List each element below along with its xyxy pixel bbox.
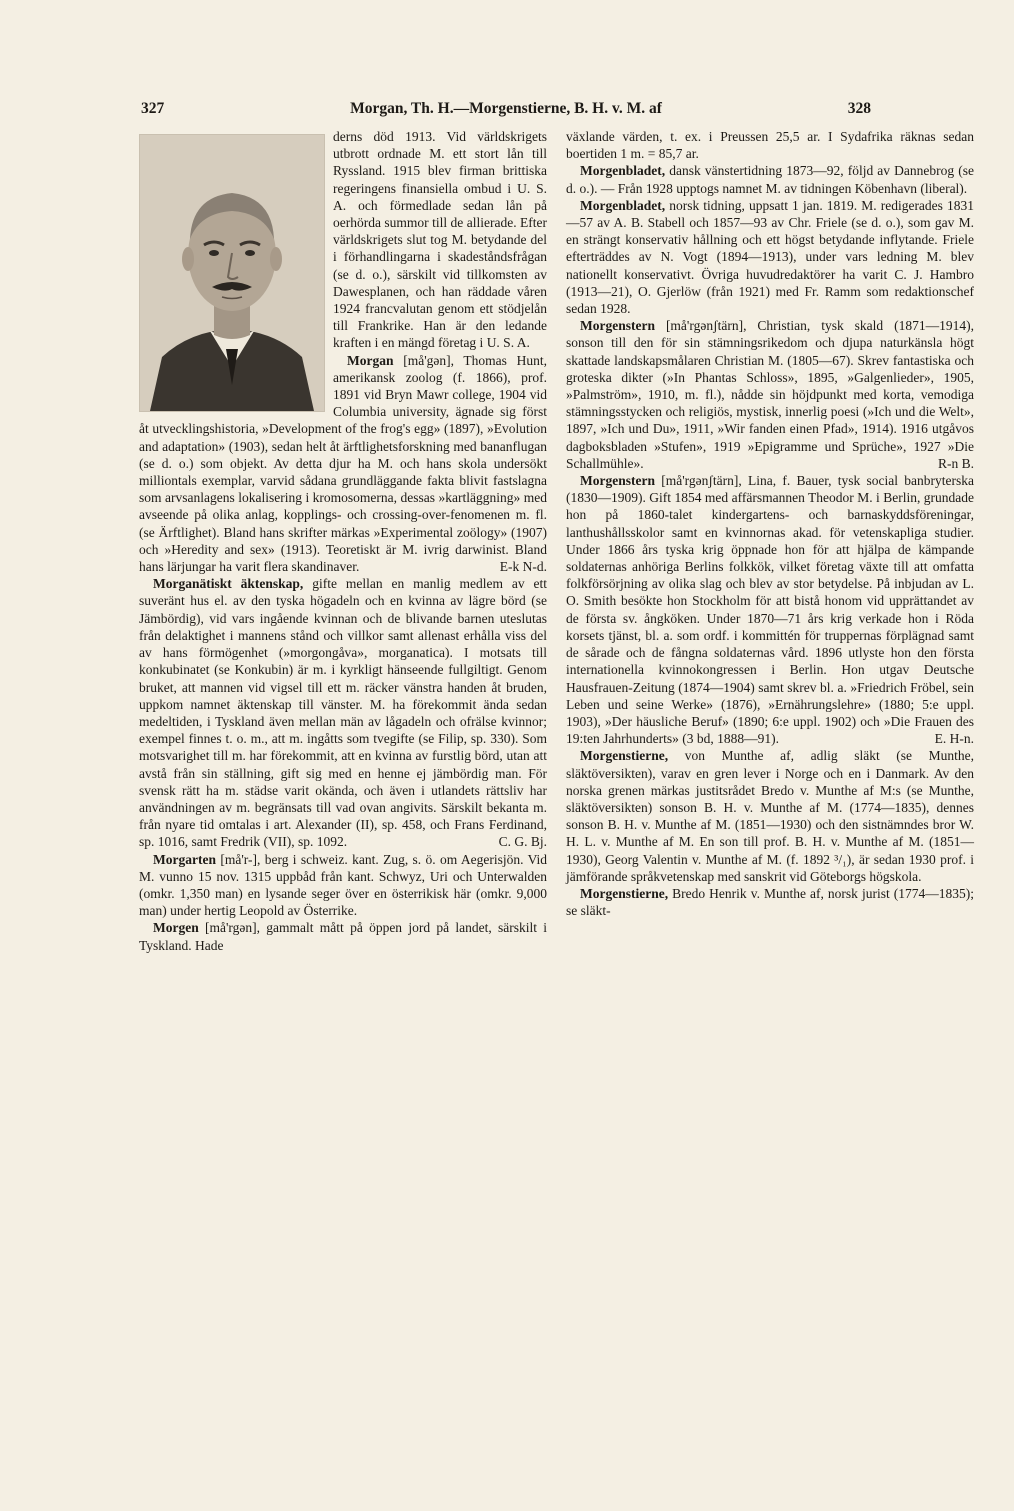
headword: Morgan — [347, 352, 394, 368]
author-signature: C. G. Bj. — [498, 834, 547, 850]
entry-text: [må'rgənʃtärn], Christian, tysk skald (1871—1914), sonson till den för sin stämningsrikedom och djupa naturkänsla högt skattade landskapsmålaren Christian M. (1805—67). Skrev fantastiska och groteska dikter (»In Phantas Schloss», 1895, »Galgenlieder», 1905, »Palmström», 1910, m. fl.), nådde sin höjdpunkt med korta, vemodiga stämningsstycken och religiös, mystisk, innerlig poesi (»Ich und die Welt», 1897, »Ich und Du», 1911, »Wir fanden einen Pfad», 1914). 1916 utgåvos dagboksbladen »Stufen», 1919 »Epigramme und Sprüche», 1927 »Die Schallmühle». — [566, 318, 974, 471]
entry-morgenbladet-norsk — [566, 197, 974, 317]
entry-text: gifte mellan en manlig medlem av ett suveränt hus el. av den tyska högadeln och en kvinna av lägre börd (se Jämbördig), vid vars ingående kvinnan och de blivande barnen uteslutas från delaktighet i mannens stånd och villkor samt allenast erhålla viss del av hans förmögenhet (»morgongåva», morganatica). I motsats till konkubinatet (se Konkubin) är m. i kyrkligt hänseende fullgiltigt. Genom bruket, att mannen vid vigsel till ett m. räcker vänstra handen åt bruden, uppkom namnet äktenskap till vänster. M. ha förekommit ända sedan medeltiden, i Tyskland även mellan män av lågadeln och ofrälse kvinnor; exempel finnes t. o. m., att m. ingåtts som tvegifte (se Filip, sp. 330). Som motsvarighet till m. har förekommit, att en kvinna av furstlig börd, utan att avstå från sin ställning, gift sig med en henne ej jämbördig man. För svensk rätt ha m. städse varit okända, och även i utlandets rättsliv har användningen av m. begränsats till vad ovan angivits. Särskilt bekanta m. från nyare tid omtalas i art. Alexander (II), sp. 458, och Frans Ferdinand, sp. 1016, samt Fredrik (VII), sp. 1092. — [139, 576, 548, 850]
headword: Morgenbladet, — [580, 163, 666, 179]
headword: Morganätiskt äktenskap, — [153, 576, 304, 592]
headword: Morgen — [153, 920, 199, 936]
entry-text: [må'gən], Thomas Hunt, amerikansk zoolog (f. 1866), prof. 1891 vid Bryn Mawr college, 1904 vid Columbia university, ägnade sig först åt utvecklingshistoria, »Development of the frog's egg» (1897), »Evolution and adaptation» (1903), sedan helt åt ärftlighetsforskning med bananflugan (se d. o.) som objekt. Av detta djur ha M. och hans skola undersökt milliontals exemplar, varvid sådana grundläggande fakta blivit fastslagna som arvsanlagens lokalisering i kromosomerna, dessas »kartläggning» med avseende på olika anlag, kopplings- och crossing-over-fenomenen m. fl. (se Ärftlighet). Bland hans skrifter märkas »Experimental zoölogy» (1907) och »Heredity and sex» (1913). Teoretiskt är M. ivrig darwinist. Bland hans lärjungar ha varit flera skandinaver. — [139, 352, 547, 575]
entry-text: von Munthe af, adlig släkt (se Munthe, släktöversikten), varav en gren lever i Norge och en i Danmark. Av den norska grenen märkas justitsrådet Bredo v. Munthe af M:s (se Munthe, släktöversikten) sonson B. H. v. Munthe af M. (1774—1835), dennes sonson B. H. v. Munthe af M. (1851—1930) och den sistnämndes bror W. H. L. v. Munthe af M. En son till prof. B. H. v. Munthe af M. (1851—1930), Georg Valentin v. Munthe af M. (f. 1892 ³/₁), är sedan 1930 prof. i jämförande språkvetenskap med sanskrit vid Göteborgs högskola. — [566, 748, 975, 884]
right-column — [566, 128, 974, 919]
headword: Morgenstierne, — [580, 885, 669, 901]
entry-text: norsk tidning, uppsatt 1 jan. 1819. M. redigerades 1831—57 av A. B. Stabell och 1857—93 av Chr. Friele (se d. o.), som gav M. en strängt konservativ hållning och ett högst betydande inflytande. Friele efterträddes av N. Vogt (1894—1913), under vars ledning M. blev nationellt konservativt. Övriga huvudredaktörer ha varit C. J. Hambro (1913—21), O. Gjerlöw (från 1921) med Fr. Ramm som redaktionschef sedan 1928. — [566, 197, 974, 317]
portrait-icon — [140, 135, 324, 411]
entry-morgarten — [139, 851, 547, 920]
entry-text: [må'r-], berg i schweiz. kant. Zug, s. ö. om Aegerisjön. Vid M. vunno 15 nov. 1315 uppbåd från kant. Schwyz, Uri och Unterwalden (omkr. 1,350 man) en lysande seger över en österrikisk här (omkr. 9,000 man) under hertig Leopold av Österrike. — [139, 851, 548, 919]
entry-text: dansk vänstertidning 1873—92, följd av Dannebrog (se d. o.). — Från 1928 upptogs namnet M. av tidningen Köbenhavn (liberal). — [566, 163, 974, 196]
headword: Morgenbladet, — [580, 197, 666, 213]
author-signature: R-n B. — [937, 455, 974, 471]
entry-morgenstern-lina — [566, 472, 974, 747]
page-number-right: 328 — [847, 100, 871, 117]
author-signature: E. H-n. — [934, 731, 974, 747]
text-morgen-continued: växlande värden, t. ex. i Preussen 25,5 ar. I Sydafrika räknas sedan boertiden 1 m. = 85,7 ar. — [566, 129, 974, 162]
text-morgan-jp-continued: derns död 1913. Vid världskrigets utbrott ordnade M. ett stort lån till Ryssland. 1915 blev firman brittiska regeringens finansiella ombud i U. S. A. och förmedlade sedan lån på oerhörda summor till de allierade. Efter världskrigets slut tog M. betydande del i förhandlingarna i skadeståndsfrågan (se d. o.), särskilt vid tillkomsten av Dawesplanen, och han räddade våren 1924 francvalutan genom ett stödjelån till Frankrike. Han är den ledande kraften i en mängd företag i U. S. A. — [333, 129, 547, 351]
headword: Morgenstern — [580, 473, 655, 489]
entry-text: Bredo Henrik v. Munthe af, norsk jurist (1774—1835); se släkt- — [566, 885, 974, 919]
entry-morgen — [139, 919, 547, 953]
headword: Morgenstierne, — [580, 748, 669, 764]
headword: Morgarten — [153, 851, 216, 867]
portrait-photo — [139, 134, 325, 412]
entry-morganatiskt-aktenskap — [139, 575, 547, 850]
entry-morgenstierne-slakt — [566, 747, 974, 885]
running-head: Morgan, Th. H.—Morgenstierne, B. H. v. M. af — [350, 100, 662, 117]
entry-morgenstierne-bredo — [566, 885, 974, 919]
entry-text: [må'rgən], gammalt mått på öppen jord på landet, särskilt i Tyskland. Hade — [139, 920, 547, 953]
entry-morgenstern-christian — [566, 317, 974, 472]
entry-morgenbladet-dansk — [566, 162, 974, 196]
author-signature: E-k N-d. — [499, 559, 547, 575]
page-header — [141, 100, 871, 122]
entry-text: [må'rgənʃtärn], Lina, f. Bauer, tysk social banbryterska (1830—1909). Gift 1854 med affärsmannen Theodor M. i Berlin, grundade hon på 1860-talet kindergartens- och barnaskyddsföreningar, lanthushållsskolor samt en kvinnornas akad. för vetenskapliga studier. Under 1866 års tyska krig öppnade hon för att hjälpa de kämpande soldaternas anhöriga Berlins folkkök, vilket företag växte till att omfatta folkförsörjning av olika slag och blev av stor betydelse. På inbjudan av L. O. Smith besökte hon Stockholm för att bistå honom vid upprättandet av de första sv. ångköken. Under 1870—71 års krig verkade hon i Röda korsets tjänst, bl. a. som ordf. i kommittén för truppernas förplägnad samt de sårade och de fångna soldaternas vård. 1896 utlyste hon den första internationella kvinnokongressen i Berlin. Hon utgav Deutsche Hausfrauen-Zeitung (1874—1904) samt skrev bl. a. »Friedrich Fröbel, sein Leben und seine Werke» (1876), »Ernährungslehre» (1880; 5:e uppl. 1903), »Der häusliche Beruf» (1890; 6:e uppl. 1902) och »Die Frauen des 19:ten Jahrhunderts» (3 bd, 1888—91). — [566, 473, 974, 747]
page-number-left: 327 — [141, 100, 165, 117]
left-column — [139, 128, 547, 954]
headword: Morgenstern — [580, 318, 655, 334]
